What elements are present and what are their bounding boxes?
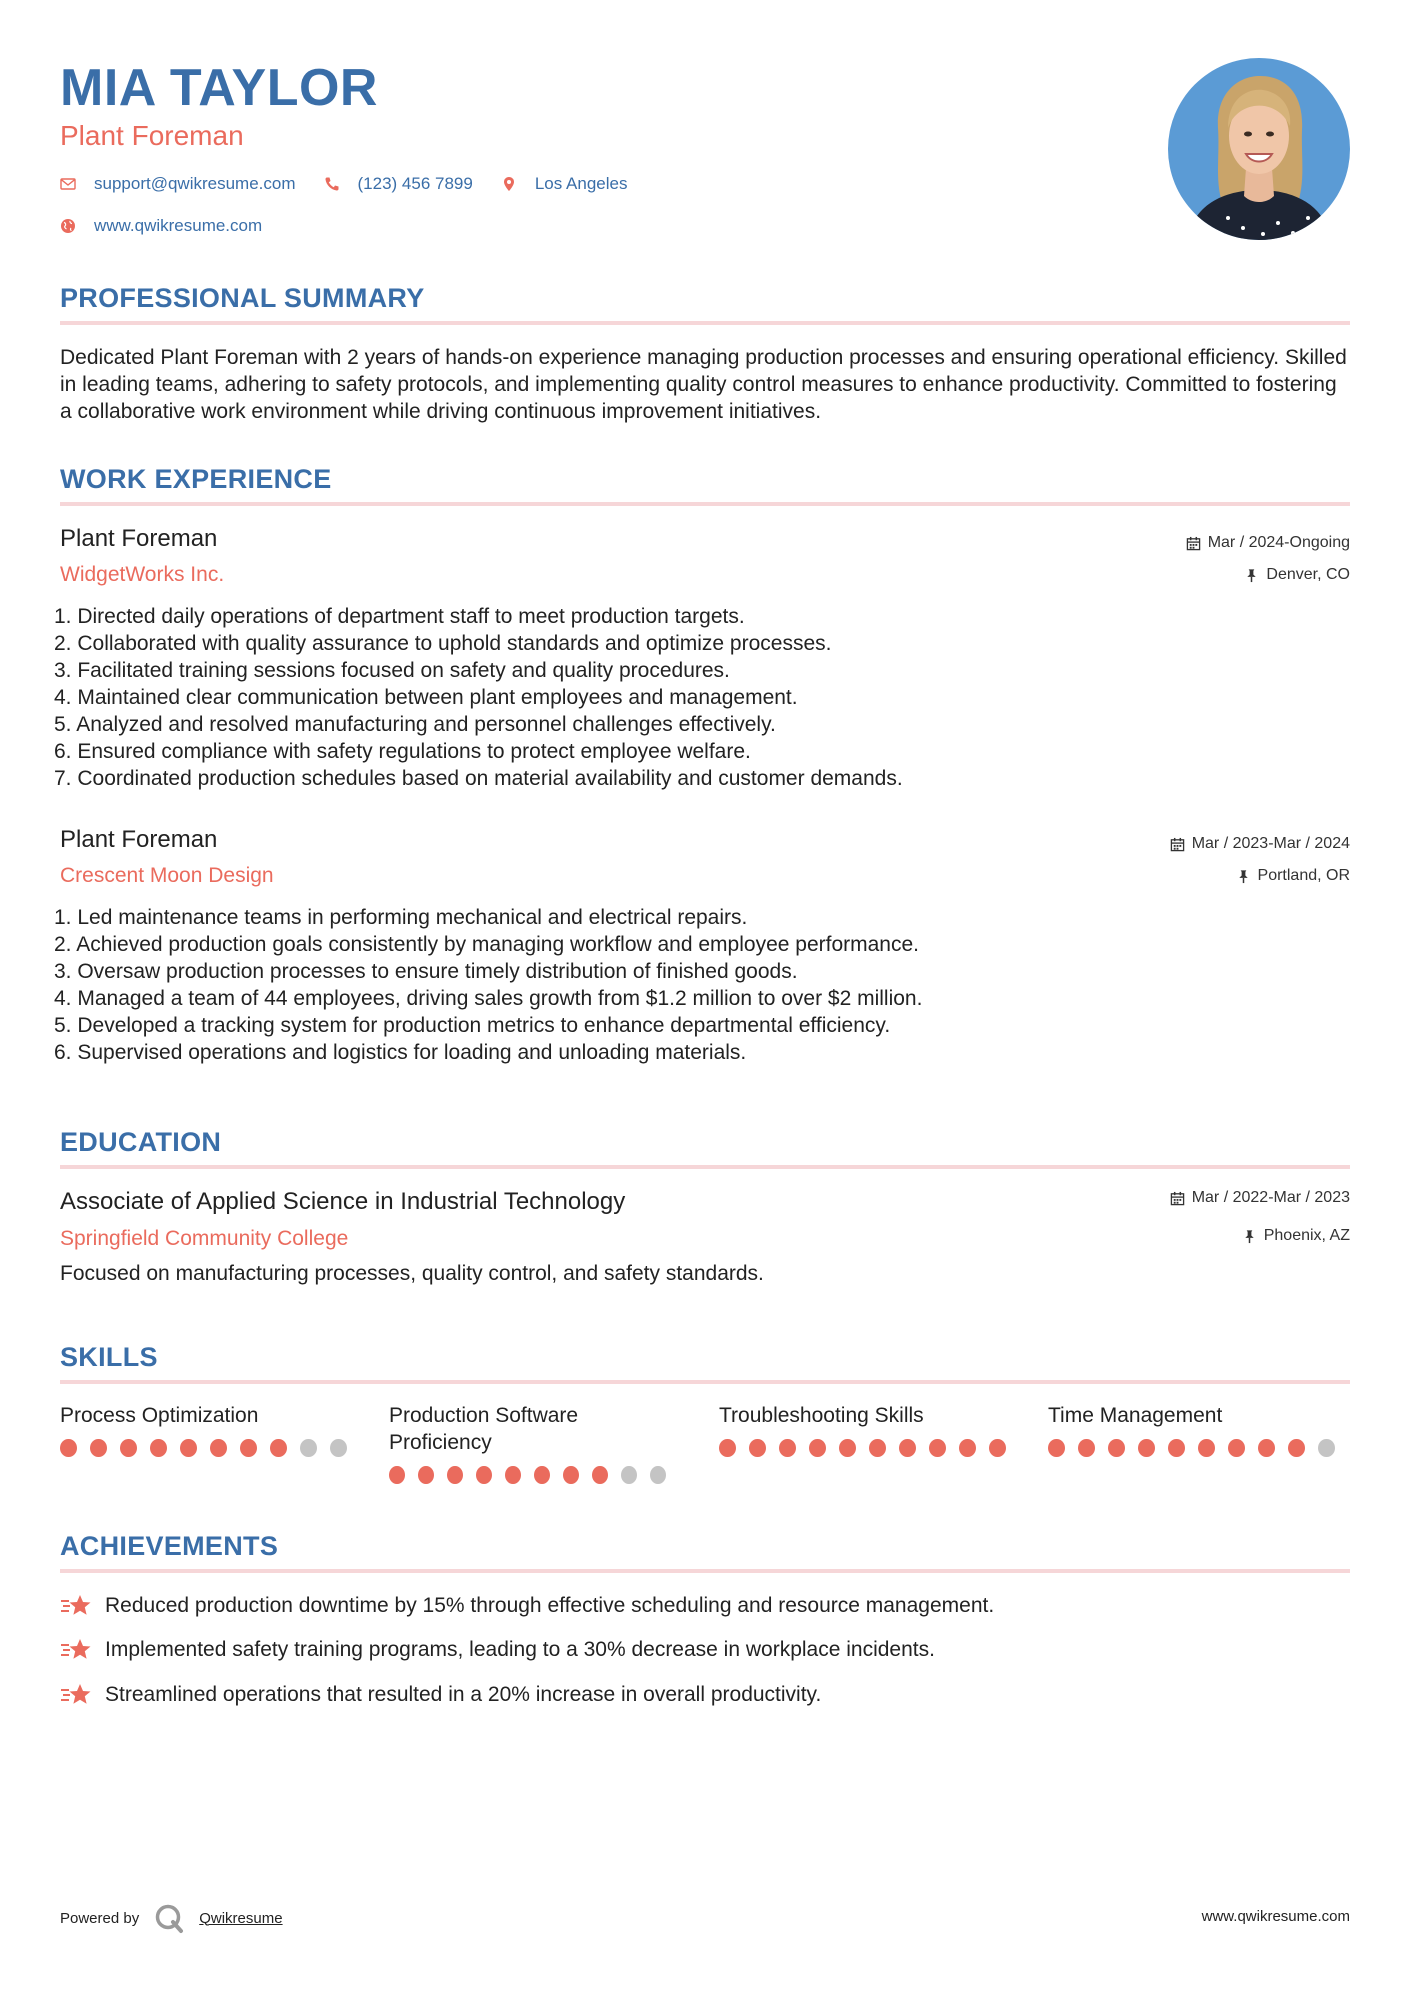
skill-dot-filled (1138, 1439, 1155, 1457)
achievement-item (60, 1681, 821, 1709)
skill-dot-empty (300, 1439, 317, 1457)
skill-dot-filled (839, 1439, 856, 1457)
job-company: Crescent Moon Design (60, 864, 274, 887)
list-item: 1. Led maintenance teams in performing mechanical and electrical repairs. (54, 906, 748, 929)
qwikresume-link[interactable]: Qwikresume (199, 1909, 283, 1927)
education-dates-text: Mar / 2022-Mar / 2023 (1191, 1189, 1350, 1206)
map-pin-icon (501, 176, 517, 192)
candidate-name: MIA TAYLOR (60, 59, 378, 117)
experience-heading: WORK EXPERIENCE (60, 464, 332, 494)
location-text: Los Angeles (534, 174, 628, 193)
skill-dot-filled (1168, 1439, 1185, 1457)
list-item: 1. Directed daily operations of department staff to meet production targets. (54, 605, 745, 628)
contact-row (60, 174, 655, 194)
job-dates-text: Mar / 2024-Ongoing (1207, 534, 1350, 551)
skill-rating (719, 1439, 1019, 1457)
skill-name: Process Optimization (60, 1404, 259, 1427)
globe-icon (60, 218, 76, 234)
footer-website[interactable]: www.qwikresume.com (1201, 1908, 1350, 1925)
powered-by-label: Powered by (60, 1909, 140, 1927)
calendar-icon (1170, 837, 1185, 852)
education-location-text: Phoenix, AZ (1263, 1227, 1350, 1244)
skill-dot-filled (90, 1439, 107, 1457)
job-bullets (54, 603, 1344, 792)
skill-dot-empty (1318, 1439, 1335, 1457)
job-title: Plant Foreman (60, 525, 218, 552)
skill-dot-filled (1078, 1439, 1095, 1457)
skills-heading: SKILLS (60, 1342, 158, 1372)
website-text: www.qwikresume.com (94, 216, 263, 235)
skill-item (389, 1402, 679, 1484)
education-description: Focused on manufacturing processes, quality control, and safety standards. (60, 1262, 764, 1285)
section-divider (60, 1165, 1350, 1169)
achievement-text: Streamlined operations that resulted in a 20% increase in overall productivity. (105, 1683, 822, 1706)
pushpin-icon (1242, 1229, 1257, 1244)
skill-dot-filled (505, 1466, 521, 1484)
achievement-text: Implemented safety training programs, leading to a 30% decrease in workplace incidents. (105, 1638, 935, 1661)
section-divider (60, 321, 1350, 325)
summary-heading: PROFESSIONAL SUMMARY (60, 283, 425, 313)
section-divider (60, 1569, 1350, 1573)
pushpin-icon (1236, 869, 1251, 884)
skill-dot-filled (959, 1439, 976, 1457)
list-item: 4. Maintained clear communication between plant employees and management. (54, 686, 798, 709)
job-location-text: Denver, CO (1266, 566, 1350, 583)
job-dates-text: Mar / 2023-Mar / 2024 (1191, 835, 1350, 852)
envelope-icon (60, 176, 76, 192)
achievement-item (60, 1592, 994, 1620)
section-divider (60, 1380, 1350, 1384)
list-item: 3. Oversaw production processes to ensure timely distribution of finished goods. (54, 960, 798, 983)
skill-dot-filled (719, 1439, 736, 1457)
skill-dot-filled (563, 1466, 579, 1484)
achievement-item (60, 1636, 935, 1664)
list-item: 6. Ensured compliance with safety regulations to protect employee welfare. (54, 740, 751, 763)
contact-row-web (60, 216, 290, 236)
job-dates (1170, 835, 1350, 853)
profile-photo (1168, 58, 1350, 240)
skill-name: Troubleshooting Skills (719, 1404, 924, 1427)
contact-website[interactable] (60, 216, 262, 236)
job-bullets (54, 904, 1344, 1066)
list-item: 6. Supervised operations and logistics for loading and unloading materials. (54, 1041, 747, 1064)
calendar-icon (1170, 1191, 1185, 1206)
skill-dot-empty (650, 1466, 666, 1484)
skill-dot-filled (1228, 1439, 1245, 1457)
job-location (1244, 566, 1350, 584)
pushpin-icon (1244, 568, 1259, 583)
school-name: Springfield Community College (60, 1227, 349, 1250)
list-item: 2. Collaborated with quality assurance to uphold standards and optimize processes. (54, 632, 832, 655)
list-item: 2. Achieved production goals consistently by managing workflow and employee performance. (54, 933, 919, 956)
email-text: support@qwikresume.com (94, 174, 296, 193)
shooting-star-icon (60, 1636, 92, 1664)
skill-dot-filled (1048, 1439, 1065, 1457)
achievements-heading: ACHIEVEMENTS (60, 1531, 279, 1561)
skill-dot-filled (1288, 1439, 1305, 1457)
skill-dot-filled (929, 1439, 946, 1457)
job-title: Plant Foreman (60, 826, 218, 853)
skill-name: Time Management (1048, 1404, 1223, 1427)
degree-title: Associate of Applied Science in Industrial Technology (60, 1188, 626, 1215)
phone-text: (123) 456 7899 (357, 174, 473, 193)
skill-rating (1048, 1439, 1348, 1457)
job-dates (1186, 534, 1350, 552)
skill-item (60, 1402, 360, 1457)
candidate-title: Plant Foreman (60, 120, 244, 151)
achievement-text: Reduced production downtime by 15% through effective scheduling and resource management. (105, 1594, 995, 1617)
skill-dot-filled (150, 1439, 167, 1457)
education-heading: EDUCATION (60, 1127, 222, 1157)
contact-phone[interactable] (324, 174, 473, 194)
skill-dot-filled (210, 1439, 227, 1457)
list-item: 5. Analyzed and resolved manufacturing and personnel challenges effectively. (54, 713, 776, 736)
list-item: 7. Coordinated production schedules based on material availability and customer demands. (54, 767, 903, 790)
skill-dot-filled (60, 1439, 77, 1457)
shooting-star-icon (60, 1681, 92, 1709)
skill-dot-filled (180, 1439, 197, 1457)
qwikresume-logo-icon (153, 1902, 185, 1934)
skill-dot-filled (270, 1439, 287, 1457)
skill-dot-filled (120, 1439, 137, 1457)
phone-icon (324, 176, 340, 192)
skill-dot-filled (749, 1439, 766, 1457)
footer-powered-by (60, 1902, 283, 1934)
skill-dot-filled (899, 1439, 916, 1457)
skill-dot-filled (779, 1439, 796, 1457)
list-item: 5. Developed a tracking system for production metrics to enhance departmental efficiency. (54, 1014, 891, 1037)
job-location (1236, 867, 1350, 885)
skill-dot-filled (869, 1439, 886, 1457)
summary-text: Dedicated Plant Foreman with 2 years of hands-on experience managing production processes and ensuring operational efficiency. Skilled in leading teams, adhering to safety protocols, and implementing quality control measures to enhance productivity. Committed to fostering a collaborative work environment while driving continuous improvement initiatives. (60, 346, 1347, 423)
skill-rating (60, 1439, 360, 1457)
skill-dot-filled (989, 1439, 1006, 1457)
skill-item (1048, 1402, 1348, 1457)
section-divider (60, 502, 1350, 506)
skill-rating (389, 1466, 679, 1484)
job-location-text: Portland, OR (1257, 867, 1350, 884)
skill-dot-empty (330, 1439, 347, 1457)
skill-dot-filled (476, 1466, 492, 1484)
skill-dot-filled (592, 1466, 608, 1484)
job-company: WidgetWorks Inc. (60, 563, 225, 586)
skill-dot-filled (418, 1466, 434, 1484)
skill-dot-filled (1108, 1439, 1125, 1457)
calendar-icon (1186, 536, 1201, 551)
skill-dot-filled (534, 1466, 550, 1484)
contact-email[interactable] (60, 174, 296, 194)
list-item: 3. Facilitated training sessions focused on safety and quality procedures. (54, 659, 730, 682)
list-item: 4. Managed a team of 44 employees, driving sales growth from $1.2 million to over $2 million. (54, 987, 923, 1010)
contact-location (501, 174, 628, 194)
skill-item (719, 1402, 1019, 1457)
skill-dot-filled (1258, 1439, 1275, 1457)
skill-dot-filled (240, 1439, 257, 1457)
skill-dot-filled (447, 1466, 463, 1484)
skill-name: Production Software Proficiency (389, 1404, 579, 1454)
education-dates (1170, 1189, 1350, 1207)
skill-dot-empty (621, 1466, 637, 1484)
skill-dot-filled (1198, 1439, 1215, 1457)
education-location (1242, 1227, 1350, 1245)
skill-dot-filled (389, 1466, 405, 1484)
skill-dot-filled (809, 1439, 826, 1457)
shooting-star-icon (60, 1592, 92, 1620)
